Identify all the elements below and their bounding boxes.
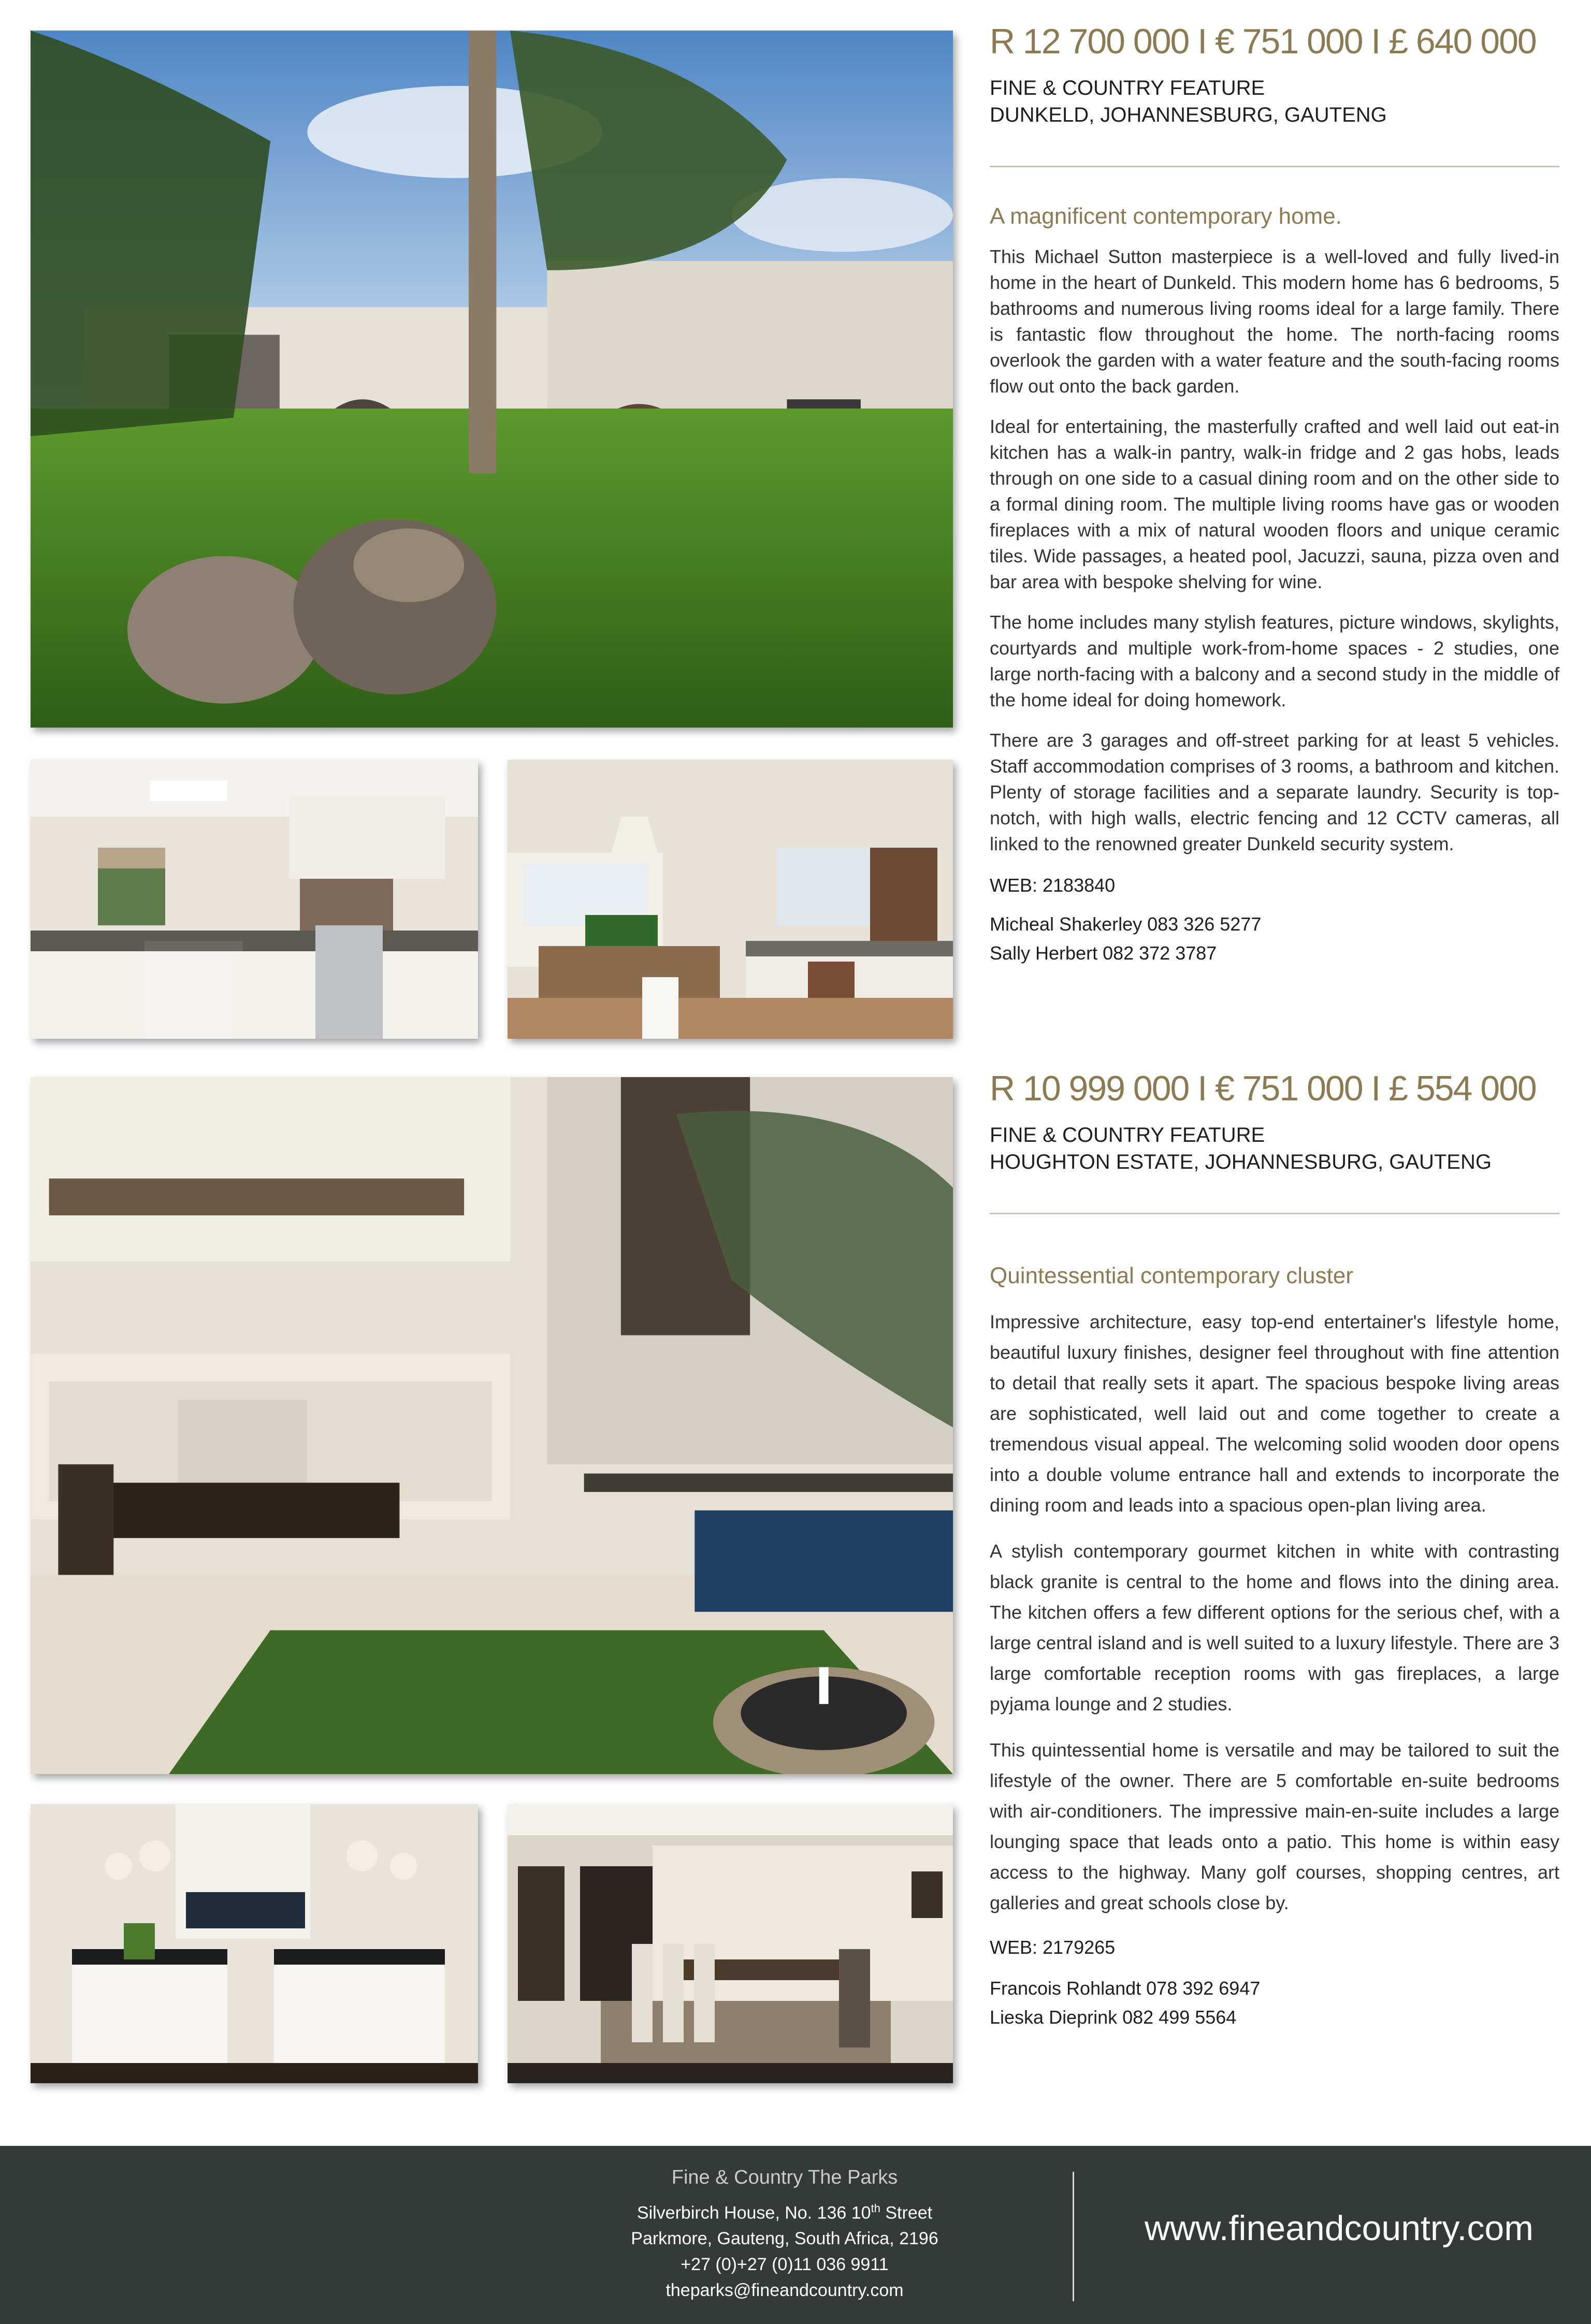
address-ordinal: th xyxy=(871,2202,880,2215)
footer-divider xyxy=(1073,2172,1074,2301)
divider-rule xyxy=(990,166,1559,167)
agent-contact: Francois Rohlandt 078 392 6947 xyxy=(990,1978,1261,1999)
listing-price: R 12 700 000 I € 751 000 I £ 640 000 xyxy=(990,22,1536,61)
footer xyxy=(0,2146,1591,2324)
agent-contact: Micheal Shakerley 083 326 5277 xyxy=(990,913,1262,935)
photo-garden-exterior xyxy=(31,31,953,728)
listing-dunkeld xyxy=(990,24,1559,968)
website-link[interactable]: www.fineandcountry.com xyxy=(1145,2209,1534,2248)
description-paragraph: This quintessential home is versatile and may be tailored to suit the lifestyle of the owner. There are 5 comfortable en-suite bedrooms with air-conditioners. The impressive main-en-suite includes a large lounging space that leads onto a patio. This home is within easy access to the highway. Many golf courses, shopping centres, art galleries and great schools close by. xyxy=(990,1739,1559,1913)
agent-contact: Sally Herbert 082 372 3787 xyxy=(990,942,1217,964)
photo-dining-1 xyxy=(508,760,953,1039)
feature-label: FINE & COUNTRY FEATURE xyxy=(990,1124,1265,1146)
office-address-line1 xyxy=(570,2196,1000,2226)
photo-kitchen-1 xyxy=(31,760,478,1039)
web-reference: WEB: 2179265 xyxy=(990,1937,1116,1958)
description-paragraph: Ideal for entertaining, the masterfully crafted and well laid out eat-in kitchen has a walk-in pantry, walk-in fridge and 2 gas hobs, leads through on one side to a casual dining room and on the other side to a formal dining room. The multiple living rooms have gas or wooden fireplaces with a mix of natural wooden floors and unique ceramic tiles. Wide passages, a heated pool, Jacuzzi, sauna, pizza oven and bar area with bespoke shelving for wine. xyxy=(990,416,1559,592)
description-paragraph: Impressive architecture, easy top-end entertainer's lifestyle home, beautiful luxury finishes, designer feel throughout with fine attention to detail that really sets it apart. The spacious bespoke living areas are sophisticated, well laid out and come together to create a tremendous visual appeal. The welcoming solid wooden door opens into a double volume entrance hall and extends to incorporate the dining room and leads into a spacious open-plan living area. xyxy=(990,1311,1559,1516)
listing-houghton xyxy=(990,1071,1559,2032)
feature-label: FINE & COUNTRY FEATURE xyxy=(990,77,1265,99)
listing-headline: Quintessential contemporary cluster xyxy=(990,1263,1353,1288)
office-details xyxy=(570,2165,1000,2303)
office-email-link[interactable]: theparks@fineandcountry.com xyxy=(666,2281,904,2301)
listing-location: HOUGHTON ESTATE, JOHANNESBURG, GAUTENG xyxy=(990,1151,1492,1173)
description-paragraph: A stylish contemporary gourmet kitchen in white with contrasting black granite is central to the home and flows into the dining area. The kitchen offers a few different options for the serious chef, with a large central island and is well suited to a luxury lifestyle. There are 3 large comfortable reception rooms with gas fireplaces, a large pyjama lounge and 2 studies. xyxy=(990,1541,1559,1715)
office-address-line2: Parkmore, Gauteng, South Africa, 2196 xyxy=(631,2229,938,2249)
listing-headline: A magnificent contemporary home. xyxy=(990,204,1342,229)
divider-rule xyxy=(990,1213,1559,1214)
photo-formal-dining xyxy=(508,1804,953,2083)
agent-contact: Lieska Dieprink 082 499 5564 xyxy=(990,2007,1237,2028)
agent-contacts xyxy=(990,910,1559,968)
listing-price: R 10 999 000 I € 751 000 I £ 554 000 xyxy=(990,1069,1536,1108)
listing-location: DUNKELD, JOHANNESBURG, GAUTENG xyxy=(990,104,1387,126)
photo-kitchen-2 xyxy=(31,1804,478,2083)
office-name: Fine & Country The Parks xyxy=(671,2167,898,2188)
description-paragraph: There are 3 garages and off-street parking for at least 5 vehicles. Staff accommodation comprises of 3 rooms, a bathroom and kitchen. Plenty of storage facilities and a separate laundry. Security is top-notch, with high walls, electric fencing and 12 CCTV cameras, all linked to the renowned greater Dunkeld security system. xyxy=(990,730,1559,854)
photo-double-volume-dining xyxy=(31,1077,953,1774)
office-phone[interactable]: +27 (0)+27 (0)11 036 9911 xyxy=(681,2255,889,2275)
description-paragraph: The home includes many stylish features, picture windows, skylights, courtyards and multiple work-from-home spaces - 2 studies, one large north-facing with a balcony and a second study in the middle of the home ideal for doing homework. xyxy=(990,612,1559,710)
web-reference: WEB: 2183840 xyxy=(990,875,1116,896)
agent-contacts xyxy=(990,1974,1559,2032)
description-paragraph: This Michael Sutton masterpiece is a well-loved and fully lived-in home in the heart of Dunkeld. This modern home has 6 bedrooms, 5 bathrooms and numerous living rooms ideal for a large family. There is fantastic flow throughout the home. The north-facing rooms overlook the garden with a water feature and the south-facing rooms flow out onto the back garden. xyxy=(990,246,1559,397)
address-text: Silverbirch House, No. 136 10 xyxy=(637,2203,871,2223)
address-text: Street xyxy=(880,2203,933,2223)
